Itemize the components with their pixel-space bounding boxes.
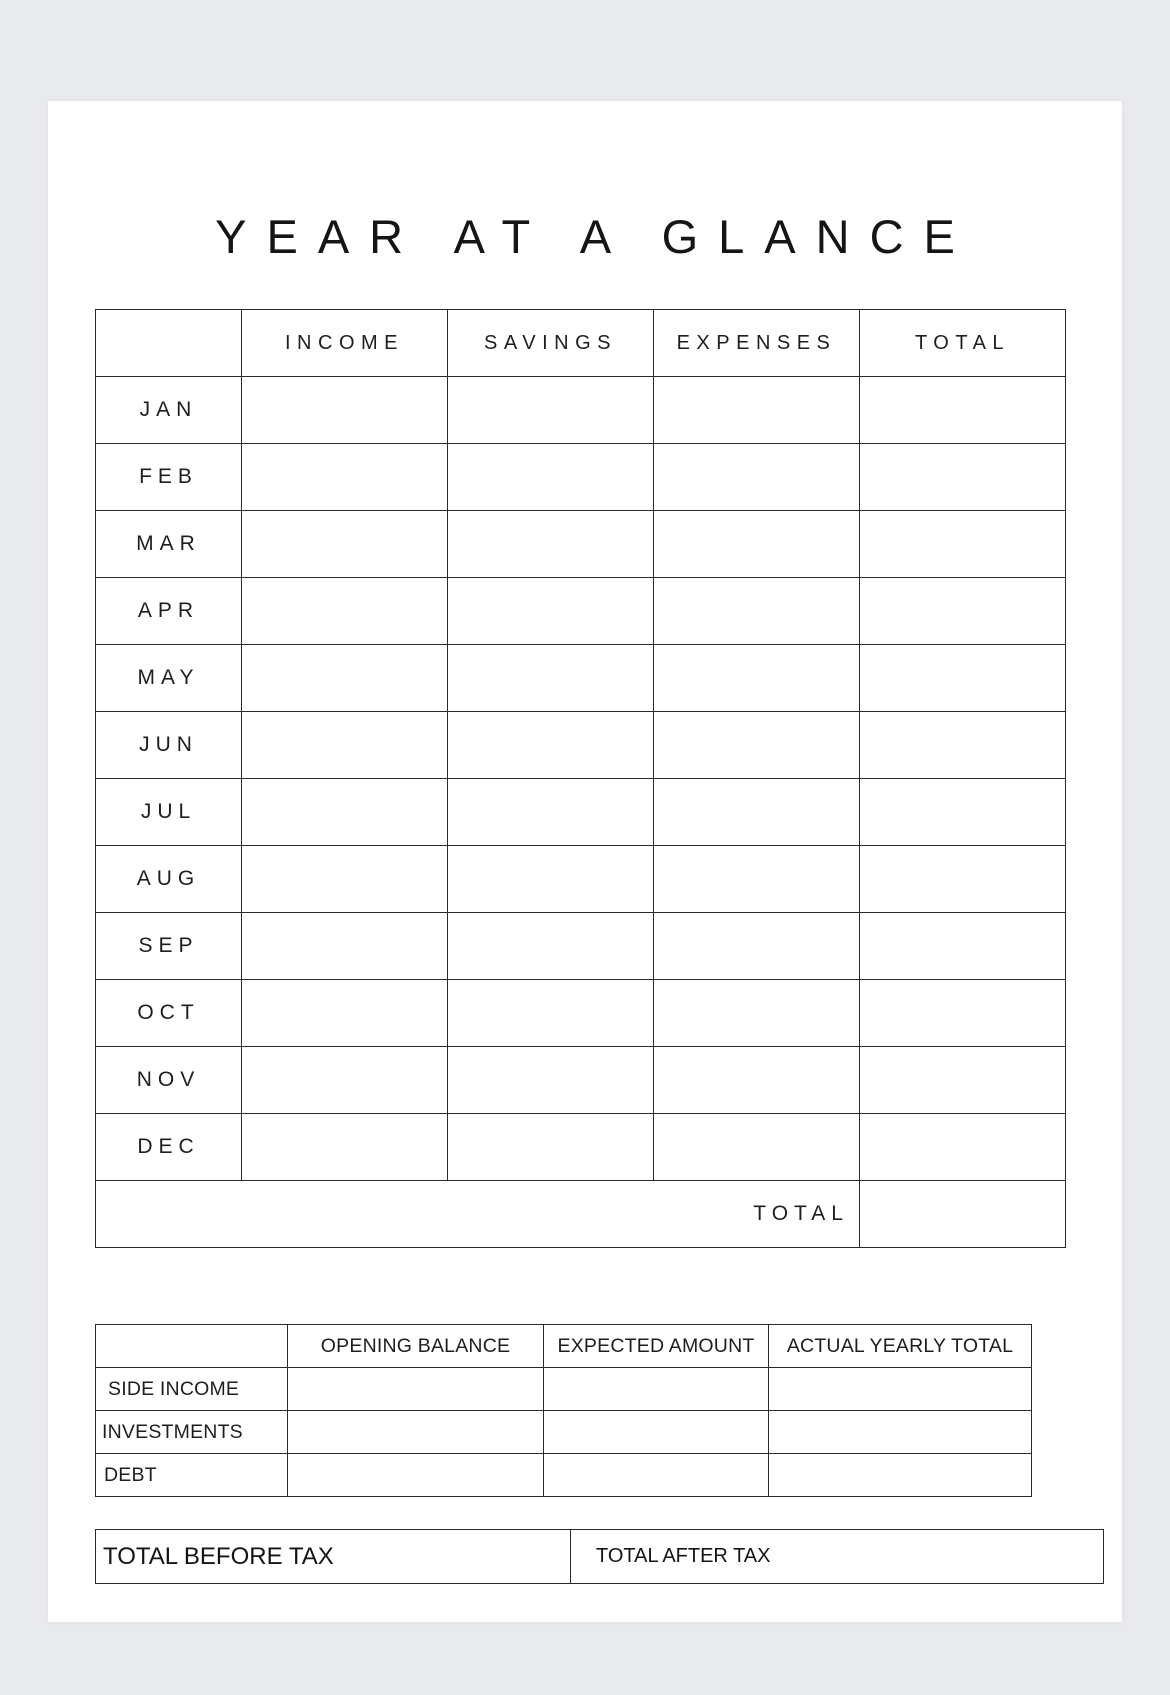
opening-balance-cell[interactable] [288,1454,544,1497]
expenses-cell[interactable] [654,779,860,846]
savings-cell[interactable] [448,1047,654,1114]
expenses-cell[interactable] [654,913,860,980]
month-row [96,377,1066,444]
income-cell[interactable] [242,1114,448,1181]
month-label: JUN [96,712,242,779]
savings-cell[interactable] [448,779,654,846]
month-row [96,1047,1066,1114]
header-actual-yearly-total: ACTUAL YEARLY TOTAL [769,1325,1032,1368]
savings-cell[interactable] [448,578,654,645]
corner-cell [96,310,242,377]
balance-header-row [96,1325,1032,1368]
income-cell[interactable] [242,511,448,578]
month-label: NOV [96,1047,242,1114]
month-label: FEB [96,444,242,511]
actual-total-cell[interactable] [769,1454,1032,1497]
total-cell[interactable] [860,846,1066,913]
expenses-cell[interactable] [654,645,860,712]
opening-balance-cell[interactable] [288,1368,544,1411]
savings-cell[interactable] [448,846,654,913]
page-title: YEAR AT A GLANCE [215,210,975,263]
income-cell[interactable] [242,444,448,511]
month-row [96,1114,1066,1181]
total-row [96,1181,1066,1248]
month-label: DEC [96,1114,242,1181]
total-cell[interactable] [860,980,1066,1047]
month-row [96,511,1066,578]
month-label: MAY [96,645,242,712]
total-cell[interactable] [860,1047,1066,1114]
total-cell[interactable] [860,645,1066,712]
header-savings: SAVINGS [448,310,654,377]
total-cell[interactable] [860,444,1066,511]
month-label: JUL [96,779,242,846]
income-cell[interactable] [242,712,448,779]
header-row [96,310,1066,377]
expenses-cell[interactable] [654,377,860,444]
expenses-cell[interactable] [654,511,860,578]
income-cell[interactable] [242,645,448,712]
balance-row [96,1368,1032,1411]
expected-amount-cell[interactable] [544,1454,769,1497]
total-before-tax-field[interactable]: TOTAL BEFORE TAX [96,1530,571,1584]
savings-cell[interactable] [448,645,654,712]
income-cell[interactable] [242,377,448,444]
expenses-cell[interactable] [654,444,860,511]
month-row [96,444,1066,511]
total-cell[interactable] [860,712,1066,779]
balance-row [96,1411,1032,1454]
balance-row [96,1454,1032,1497]
header-total: TOTAL [860,310,1066,377]
income-cell[interactable] [242,846,448,913]
month-row [96,846,1066,913]
header-expected-amount: EXPECTED AMOUNT [544,1325,769,1368]
month-label: APR [96,578,242,645]
month-row [96,779,1066,846]
month-label: MAR [96,511,242,578]
opening-balance-cell[interactable] [288,1411,544,1454]
income-cell[interactable] [242,779,448,846]
expenses-cell[interactable] [654,1114,860,1181]
month-row [96,645,1066,712]
total-cell[interactable] [860,578,1066,645]
savings-cell[interactable] [448,377,654,444]
income-cell[interactable] [242,1047,448,1114]
savings-cell[interactable] [448,980,654,1047]
planner-sheet [48,101,1122,1622]
savings-cell[interactable] [448,1114,654,1181]
tax-row [96,1530,1104,1584]
total-after-tax-field[interactable]: TOTAL AFTER TAX [571,1530,1104,1584]
grand-total-label: TOTAL [96,1181,860,1248]
month-row [96,980,1066,1047]
tax-totals-box [95,1529,1104,1584]
expenses-cell[interactable] [654,1047,860,1114]
total-cell[interactable] [860,511,1066,578]
grand-total-cell[interactable] [860,1181,1066,1248]
income-cell[interactable] [242,578,448,645]
header-opening-balance: OPENING BALANCE [288,1325,544,1368]
row-label-investments: INVESTMENTS [96,1411,288,1454]
income-cell[interactable] [242,913,448,980]
month-label: OCT [96,980,242,1047]
row-label-debt: DEBT [96,1454,288,1497]
savings-cell[interactable] [448,511,654,578]
actual-total-cell[interactable] [769,1411,1032,1454]
monthly-table [95,309,1066,1248]
balance-table [95,1324,1032,1497]
month-row [96,712,1066,779]
total-cell[interactable] [860,377,1066,444]
total-cell[interactable] [860,779,1066,846]
actual-total-cell[interactable] [769,1368,1032,1411]
income-cell[interactable] [242,980,448,1047]
row-label-side-income: SIDE INCOME [96,1368,288,1411]
expenses-cell[interactable] [654,578,860,645]
total-cell[interactable] [860,913,1066,980]
expected-amount-cell[interactable] [544,1368,769,1411]
savings-cell[interactable] [448,712,654,779]
expenses-cell[interactable] [654,846,860,913]
header-income: INCOME [242,310,448,377]
month-label: AUG [96,846,242,913]
savings-cell[interactable] [448,444,654,511]
header-expenses: EXPENSES [654,310,860,377]
savings-cell[interactable] [448,913,654,980]
month-label: JAN [96,377,242,444]
month-row [96,913,1066,980]
month-label: SEP [96,913,242,980]
expected-amount-cell[interactable] [544,1411,769,1454]
month-row [96,578,1066,645]
expenses-cell[interactable] [654,980,860,1047]
balance-corner-cell [96,1325,288,1368]
total-cell[interactable] [860,1114,1066,1181]
expenses-cell[interactable] [654,712,860,779]
